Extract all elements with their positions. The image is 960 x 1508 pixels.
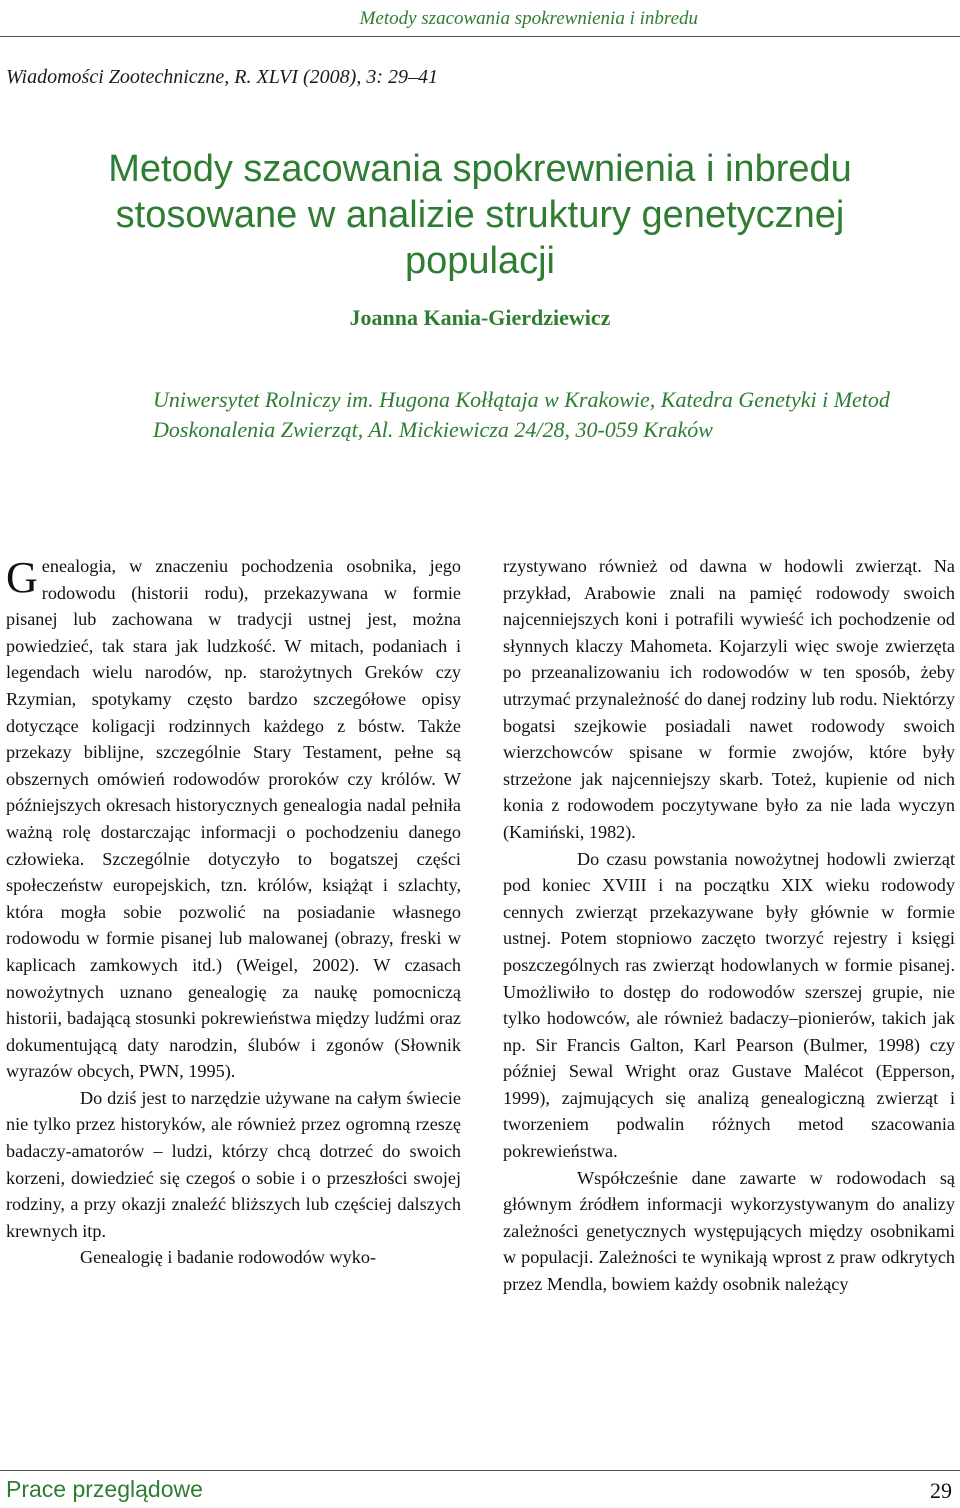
journal-reference: Wiadomości Zootechniczne, R. XLVI (2008), 3: 29–41 [6, 66, 438, 88]
title-line: Metody szacowania spokrewnienia i inbredu [108, 148, 852, 190]
author-affiliation [153, 385, 953, 445]
affiliation-line: Doskonalenia Zwierząt, Al. Mickiewicza 24/28, 30-059 Kraków [153, 417, 713, 442]
section-label: Prace przeglądowe [6, 1476, 203, 1502]
paragraph [6, 553, 461, 1085]
footer-divider [0, 1470, 960, 1471]
body-column-right [503, 553, 955, 1298]
paragraph: Genealogię i badanie rodowodów wyko- [80, 1247, 376, 1268]
article-title [0, 146, 960, 284]
paragraph: Do czasu powstania nowożytnej hodowli zwierząt pod koniec XVIII i na początku XIX wieku rodowody cennych zwierząt przekazywane były głównie w formie ustnej. Potem stopniowo zaczęto tworzyć rejestry i księgi poszczególnych ras zwierząt hodowlanych w formie pisanej. Umożliwiło to dostęp do rodowodów szerszej grupie, nie tylko hodowców, ale również badaczy–pionierów, takich jak np. Sir Francis Galton, Karl Pearson (Bulmer, 1998) czy później Sewal Wright oraz Gustave Malécot (Epperson, 1999), zajmujących się analizą genealogiczną zwierząt i tworzeniem podwalin różnych metod szacowania pokrewieństwa. [503, 848, 955, 1162]
affiliation-line: Uniwersytet Rolniczy im. Hugona Kołłątaja w Krakowie, Katedra Genetyki i Metod [153, 387, 890, 412]
author-name: Joanna Kania-Gierdziewicz [349, 305, 611, 330]
drop-cap: G [6, 553, 38, 602]
header-divider [0, 36, 960, 37]
page-number: 29 [930, 1478, 952, 1503]
paragraph: Do dziś jest to narzędzie używane na całym świecie nie tylko przez historyków, ale również przez ogromną rzeszę badaczy-amatorów – ludzi, którzy chcą dotrzeć do swoich korzeni, dowiedzieć się czegoś o sobie i o przeszłości swojej rodziny, a przy okazji znaleźć bliższych lub częściej dalszych krewnych itp. [6, 1087, 461, 1241]
body-column-left [6, 553, 461, 1271]
title-line: populacji [405, 240, 555, 282]
paragraph: rzystywano również od dawna w hodowli zwierząt. Na przykład, Arabowie znali na pamięć rodowody swoich najcenniejszych koni i potrafili wywieść ich pochodzenie od słynnych klaczy Mahometa. Kojarzyli więc swoje zwierzęta po przeanalizowaniu ich rodowodów w ten sposób, żeby utrzymać przynależność do danej rodziny lub rodu. Niektórzy bogatsi szejkowie posiadali nawet rodowody swoich wierzchowców spisane w formie zwojów, które były strzeżone jak najcenniejszy skarb. Toteż, kupienie od nich konia z rodowodem poczytywane było za nie lada wyczyn (Kamiński, 1982). [503, 556, 955, 842]
paragraph: Współcześnie dane zawarte w rodowodach są głównym źródłem informacji wykorzystywanym do analizy zależności genetycznych występujących między osobnikami w populacji. Zależności te wynikają wprost z praw odkrytych przez Mendla, bowiem każdy osobnik należący [503, 1167, 955, 1295]
paragraph-text: enealogia, w znaczeniu pochodzenia osobnika, jego rodowodu (historii rodu), przekazywana w formie pisanej lub zachowana w tradycji ustnej jest, można powiedzieć, tak stara jak ludzkość. W mitach, podaniach i legendach wielu narodów, np. starożytnych Greków czy Rzymian, spotykamy często bardzo szczegółowe opisy dotyczące koligacji rodzinnych każdego z bóstw. Także przekazy biblijne, szczególnie Stary Testament, pełne są obszernych omówień rodowodów proroków czy królów. W późniejszych okresach historycznych genealogia nadal pełniła ważną rolę dostarczając informacji o pochodzeniu danego człowieka. Szczególnie dotyczyło to bogatszej części społeczeństw europejskich, tzn. królów, książąt i szlachty, która mogła sobie pozwolić na posiadanie własnego rodowodu w formie pisanej lub malowanej (obrazy, freski w kaplicach zamkowych itd.) (Weigel, 2002). W czasach nowożytnych uznano genealogię za naukę pomocniczą historii, badającą stosunki pokrewieństwa między ludźmi oraz dokumentującą daty narodzin, ślubów i zgonów (Słownik wyrazów obcych, PWN, 1995). [6, 556, 461, 1082]
running-header-title: Metody szacowania spokrewnienia i inbredu [359, 8, 698, 29]
title-line: stosowane w analizie struktury genetycznej [115, 194, 845, 236]
